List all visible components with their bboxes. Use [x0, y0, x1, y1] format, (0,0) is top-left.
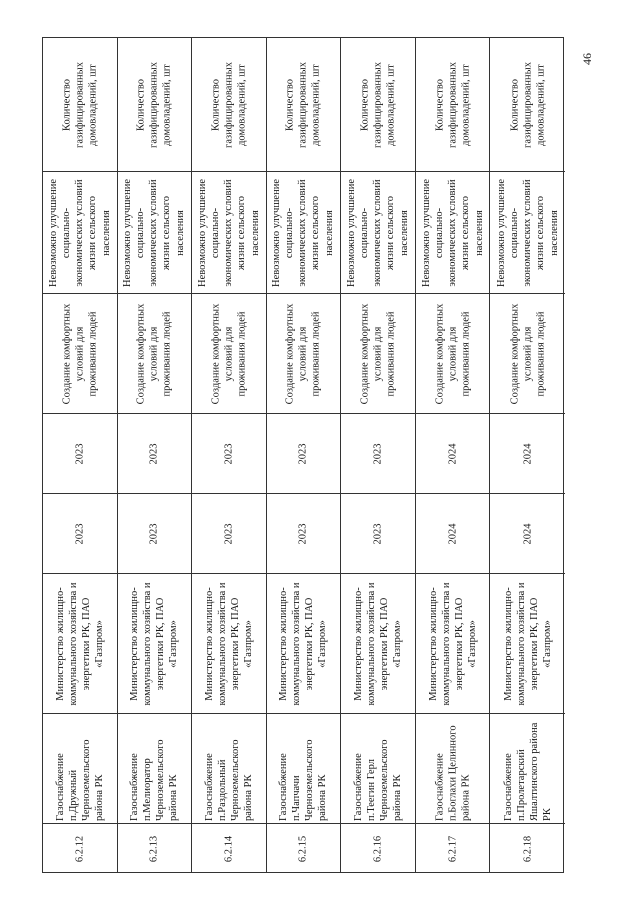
cell-name [43, 714, 117, 824]
executor-text: Министерство жилищно-коммунального хозяйства и энергетики РК, ПАО «Газпром» [278, 581, 329, 706]
cell-name [118, 714, 192, 824]
start-text: 2023 [74, 523, 86, 544]
cell-executor [192, 574, 266, 714]
cell-num [267, 824, 341, 874]
cell-indicator [416, 38, 490, 172]
start-text: 2023 [372, 523, 384, 544]
cell-num [43, 824, 117, 874]
name-text: Газоснабжение п.Пролетарский Яшалтинского района РК [502, 722, 553, 821]
result-text: Создание комфортных условий для проживания людей [135, 303, 173, 404]
result-text: Создание комфортных условий для проживания людей [284, 303, 323, 404]
cell-result [416, 294, 490, 414]
end-text: 2023 [223, 443, 235, 464]
num-text: 6.2.15 [297, 835, 309, 863]
end-text: 2023 [372, 443, 384, 464]
cell-result [43, 294, 117, 414]
cell-end [267, 414, 341, 494]
cell-end [43, 414, 117, 494]
result-text: Создание комфортных условий для проживания людей [359, 303, 397, 404]
table-row [192, 38, 267, 872]
cell-start [490, 494, 565, 574]
cell-executor [43, 574, 117, 714]
table-row [490, 38, 565, 872]
cell-start [416, 494, 490, 574]
cell-executor [267, 574, 341, 714]
start-text: 2024 [522, 523, 534, 544]
name-text: Газоснабжение п.Чапчачи Черноземельского района РК [278, 738, 329, 821]
start-text: 2023 [223, 523, 235, 544]
indicator-text: Количество газифицированных домовладений, шт [359, 61, 397, 148]
end-text: 2024 [522, 443, 534, 464]
name-text: Газоснабжение п.Мелиоратор Черноземельского района РК [129, 738, 180, 821]
cell-name [490, 714, 565, 824]
end-text: 2023 [74, 443, 86, 464]
cell-start [341, 494, 415, 574]
consequence-text: Невозможно улучшение социально-экономических условий жизни сельского населения [420, 178, 485, 287]
cell-num [490, 824, 565, 874]
num-text: 6.2.13 [148, 835, 160, 863]
indicator-text: Количество газифицированных домовладений, шт [61, 61, 99, 148]
indicator-text: Количество газифицированных домовладений, шт [284, 61, 323, 148]
cell-num [118, 824, 192, 874]
cell-result [267, 294, 341, 414]
cell-result [118, 294, 192, 414]
table-row [341, 38, 416, 872]
cell-consequence [341, 172, 415, 294]
cell-num [341, 824, 415, 874]
cell-name [341, 714, 415, 824]
result-text: Создание комфортных условий для проживания людей [210, 303, 248, 404]
cell-result [341, 294, 415, 414]
cell-indicator [118, 38, 192, 172]
cell-end [341, 414, 415, 494]
name-text: Газоснабжение п.Раздольный Черноземельского района РК [203, 738, 255, 821]
end-text: 2024 [447, 443, 459, 464]
cell-name [192, 714, 266, 824]
cell-start [43, 494, 117, 574]
cell-start [118, 494, 192, 574]
num-text: 6.2.16 [372, 835, 384, 863]
name-text: Газоснабжение п.Боглахи Целинного района РК [433, 724, 472, 821]
consequence-text: Невозможно улучшение социально-экономических условий жизни сельского населения [47, 178, 112, 287]
consequence-text: Невозможно улучшение социально-экономических условий жизни сельского населения [495, 178, 560, 287]
cell-result [192, 294, 266, 414]
table-row [267, 38, 342, 872]
table-row [416, 38, 491, 872]
measures-table [42, 37, 564, 873]
cell-consequence [416, 172, 490, 294]
result-text: Создание комфортных условий для проживания людей [433, 303, 472, 404]
cell-name [267, 714, 341, 824]
cell-executor [490, 574, 565, 714]
executor-text: Министерство жилищно-коммунального хозяйства и энергетики РК, ПАО «Газпром» [427, 581, 478, 706]
consequence-text: Невозможно улучшение социально-экономических условий жизни сельского населения [346, 178, 410, 287]
cell-result [490, 294, 565, 414]
cell-consequence [267, 172, 341, 294]
num-text: 6.2.17 [447, 835, 459, 863]
table-row [118, 38, 193, 872]
cell-consequence [192, 172, 266, 294]
name-text: Газоснабжение п.Дружный Черноземельского района РК [54, 738, 105, 821]
executor-text: Министерство жилищно-коммунального хозяйства и энергетики РК, ПАО «Газпром» [502, 581, 553, 706]
executor-text: Министерство жилищно-коммунального хозяйства и энергетики РК, ПАО «Газпром» [203, 581, 255, 706]
consequence-text: Невозможно улучшение социально-экономических условий жизни сельского населения [271, 178, 336, 287]
consequence-text: Невозможно улучшение социально-экономических условий жизни сельского населения [122, 178, 187, 287]
num-text: 6.2.12 [74, 835, 86, 863]
cell-consequence [43, 172, 117, 294]
executor-text: Министерство жилищно-коммунального хозяйства и энергетики РК, ПАО «Газпром» [54, 581, 105, 706]
end-text: 2023 [148, 443, 160, 464]
cell-end [490, 414, 565, 494]
cell-indicator [267, 38, 341, 172]
cell-end [192, 414, 266, 494]
cell-consequence [490, 172, 565, 294]
indicator-text: Количество газифицированных домовладений, шт [210, 61, 248, 148]
start-text: 2023 [148, 523, 160, 544]
executor-text: Министерство жилищно-коммунального хозяйства и энергетики РК, ПАО «Газпром» [129, 581, 180, 706]
cell-start [192, 494, 266, 574]
end-text: 2023 [297, 443, 309, 464]
indicator-text: Количество газифицированных домовладений, шт [135, 61, 173, 148]
result-text: Создание комфортных условий для проживания людей [509, 303, 547, 404]
cell-end [416, 414, 490, 494]
indicator-text: Количество газифицированных домовладений, шт [509, 61, 547, 148]
cell-indicator [192, 38, 266, 172]
consequence-text: Невозможно улучшение социально-экономических условий жизни сельского населения [197, 178, 261, 287]
cell-num [416, 824, 490, 874]
cell-executor [118, 574, 192, 714]
cell-executor [416, 574, 490, 714]
result-text: Создание комфортных условий для проживания людей [61, 303, 99, 404]
page-number: 46 [579, 53, 594, 65]
start-text: 2024 [447, 523, 459, 544]
cell-indicator [490, 38, 565, 172]
cell-end [118, 414, 192, 494]
cell-name [416, 714, 490, 824]
num-text: 6.2.14 [223, 835, 235, 863]
table-row [43, 38, 118, 872]
cell-executor [341, 574, 415, 714]
cell-num [192, 824, 266, 874]
start-text: 2023 [297, 523, 309, 544]
cell-indicator [341, 38, 415, 172]
indicator-text: Количество газифицированных домовладений, шт [433, 61, 472, 148]
cell-indicator [43, 38, 117, 172]
cell-consequence [118, 172, 192, 294]
cell-start [267, 494, 341, 574]
num-text: 6.2.18 [522, 835, 534, 863]
name-text: Газоснабжение п.Теегин Герл Черноземельского района РК [352, 738, 404, 821]
executor-text: Министерство жилищно-коммунального хозяйства и энергетики РК, ПАО «Газпром» [352, 581, 404, 706]
